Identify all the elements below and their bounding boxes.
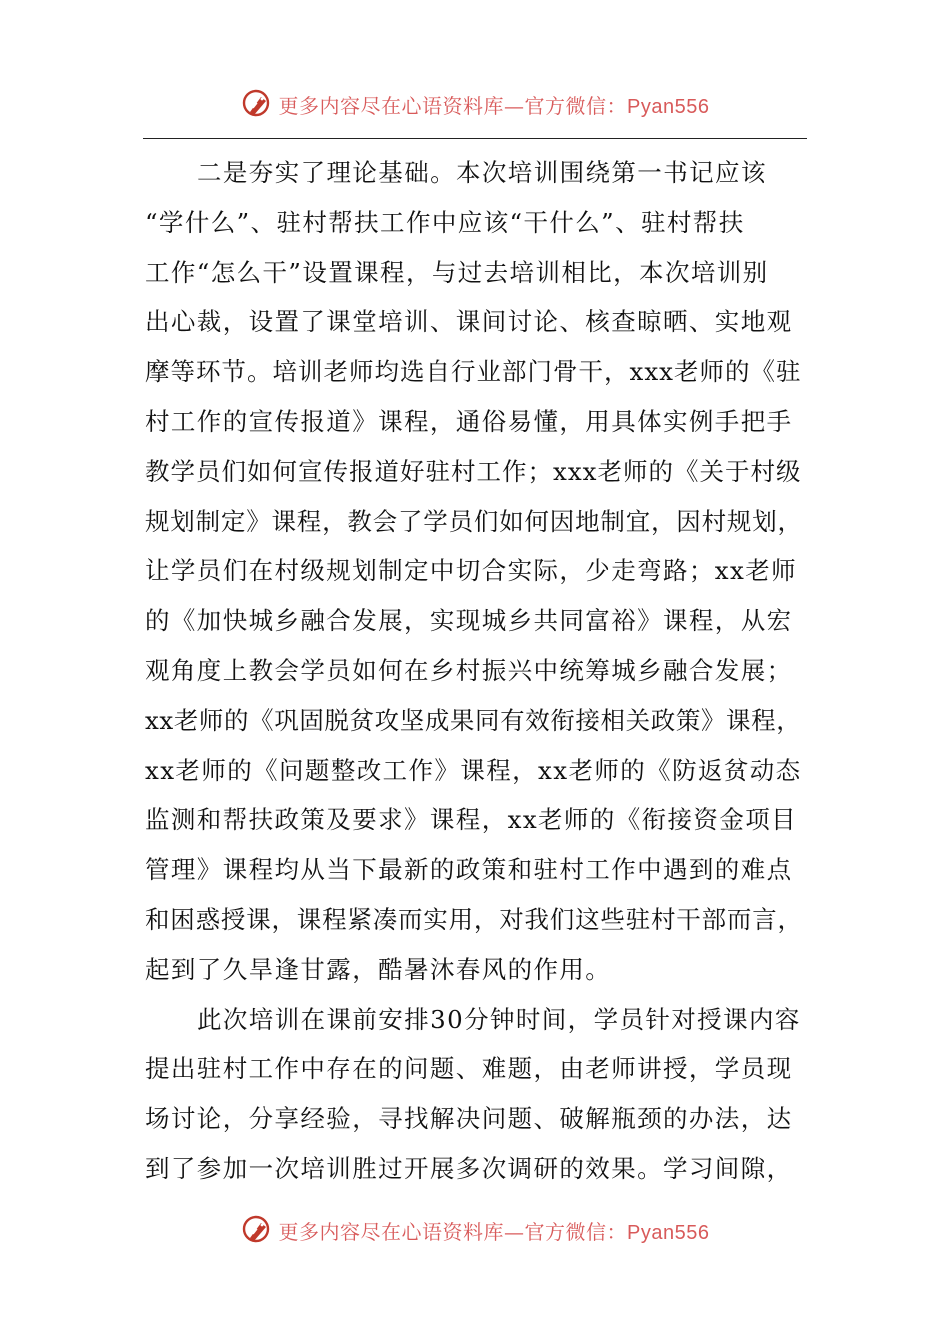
pen-nib-circle-icon bbox=[241, 1214, 273, 1246]
header-divider bbox=[143, 138, 807, 139]
text-line: 的《加快城乡融合发展，实现城乡共同富裕》课程，从宏 bbox=[145, 606, 793, 636]
pen-nib-circle-icon bbox=[241, 88, 273, 120]
text-line: 和困惑授课，课程紧凑而实用，对我们这些驻村干部而言， bbox=[145, 904, 803, 934]
text-line: xx老师的《巩固脱贫攻坚成果同有效衔接相关政策》课程， bbox=[145, 705, 802, 735]
footer-banner bbox=[0, 1210, 950, 1250]
text-line: 观角度上教会学员如何在乡村振兴中统筹城乡融合发展； bbox=[145, 655, 793, 685]
text-line: 工作“怎么干”设置课程，与过去培训相比，本次培训别 bbox=[145, 257, 769, 287]
text-line: “学什么”、驻村帮扶工作中应该“干什么”、驻村帮扶 bbox=[145, 207, 745, 237]
text-line: 二是夯实了理论基础。本次培训围绕第一书记应该 bbox=[197, 158, 767, 187]
text-line: 场讨论，分享经验，寻找解决问题、破解瓶颈的办法，达 bbox=[145, 1104, 793, 1134]
footer-wechat-label: 官方微信： bbox=[524, 1219, 628, 1244]
header-wechat-label: 官方微信： bbox=[524, 93, 628, 118]
footer-brand: 更多内容尽在心语资料库 bbox=[278, 1219, 505, 1244]
text-line: 出心裁，设置了课堂培训、课间讨论、核查晾晒、实地观 bbox=[145, 307, 793, 337]
footer-text bbox=[279, 1216, 710, 1245]
header-brand: 更多内容尽在心语资料库 bbox=[278, 93, 505, 118]
header-text bbox=[279, 90, 710, 119]
header-separator: — bbox=[504, 93, 525, 118]
text-line: 规划制定》课程，教会了学员们如何因地制宜，因村规划， bbox=[145, 506, 803, 536]
document-body bbox=[145, 148, 805, 1194]
text-line: 提出驻村工作中存在的问题、难题，由老师讲授，学员现 bbox=[145, 1054, 793, 1084]
text-line: 管理》课程均从当下最新的政策和驻村工作中遇到的难点 bbox=[145, 855, 793, 885]
text-line: 摩等环节。培训老师均选自行业部门骨干，xxx老师的《驻 bbox=[145, 357, 802, 387]
text-line: 此次培训在课前安排30分钟时间，学员针对授课内容 bbox=[197, 1004, 801, 1034]
text-line: xx老师的《问题整改工作》课程，xx老师的《防返贫动态 bbox=[145, 755, 802, 785]
text-line: 到了参加一次培训胜过开展多次调研的效果。学习间隙， bbox=[145, 1153, 793, 1183]
text-line: 让学员们在村级规划制定中切合实际，少走弯路；xx老师 bbox=[145, 556, 798, 586]
text-line: 教学员们如何宣传报道好驻村工作；xxx老师的《关于村级 bbox=[145, 456, 802, 486]
header-banner bbox=[0, 84, 950, 124]
text-line: 起到了久旱逢甘露，酷暑沐春风的作用。 bbox=[145, 954, 612, 984]
text-line: 监测和帮扶政策及要求》课程，xx老师的《衔接资金项目 bbox=[145, 805, 798, 835]
footer-wechat-id: Pyan556 bbox=[627, 1221, 710, 1244]
footer-separator: — bbox=[504, 1219, 525, 1244]
header-wechat-id: Pyan556 bbox=[627, 95, 710, 118]
text-line: 村工作的宣传报道》课程，通俗易懂，用具体实例手把手 bbox=[145, 406, 793, 436]
